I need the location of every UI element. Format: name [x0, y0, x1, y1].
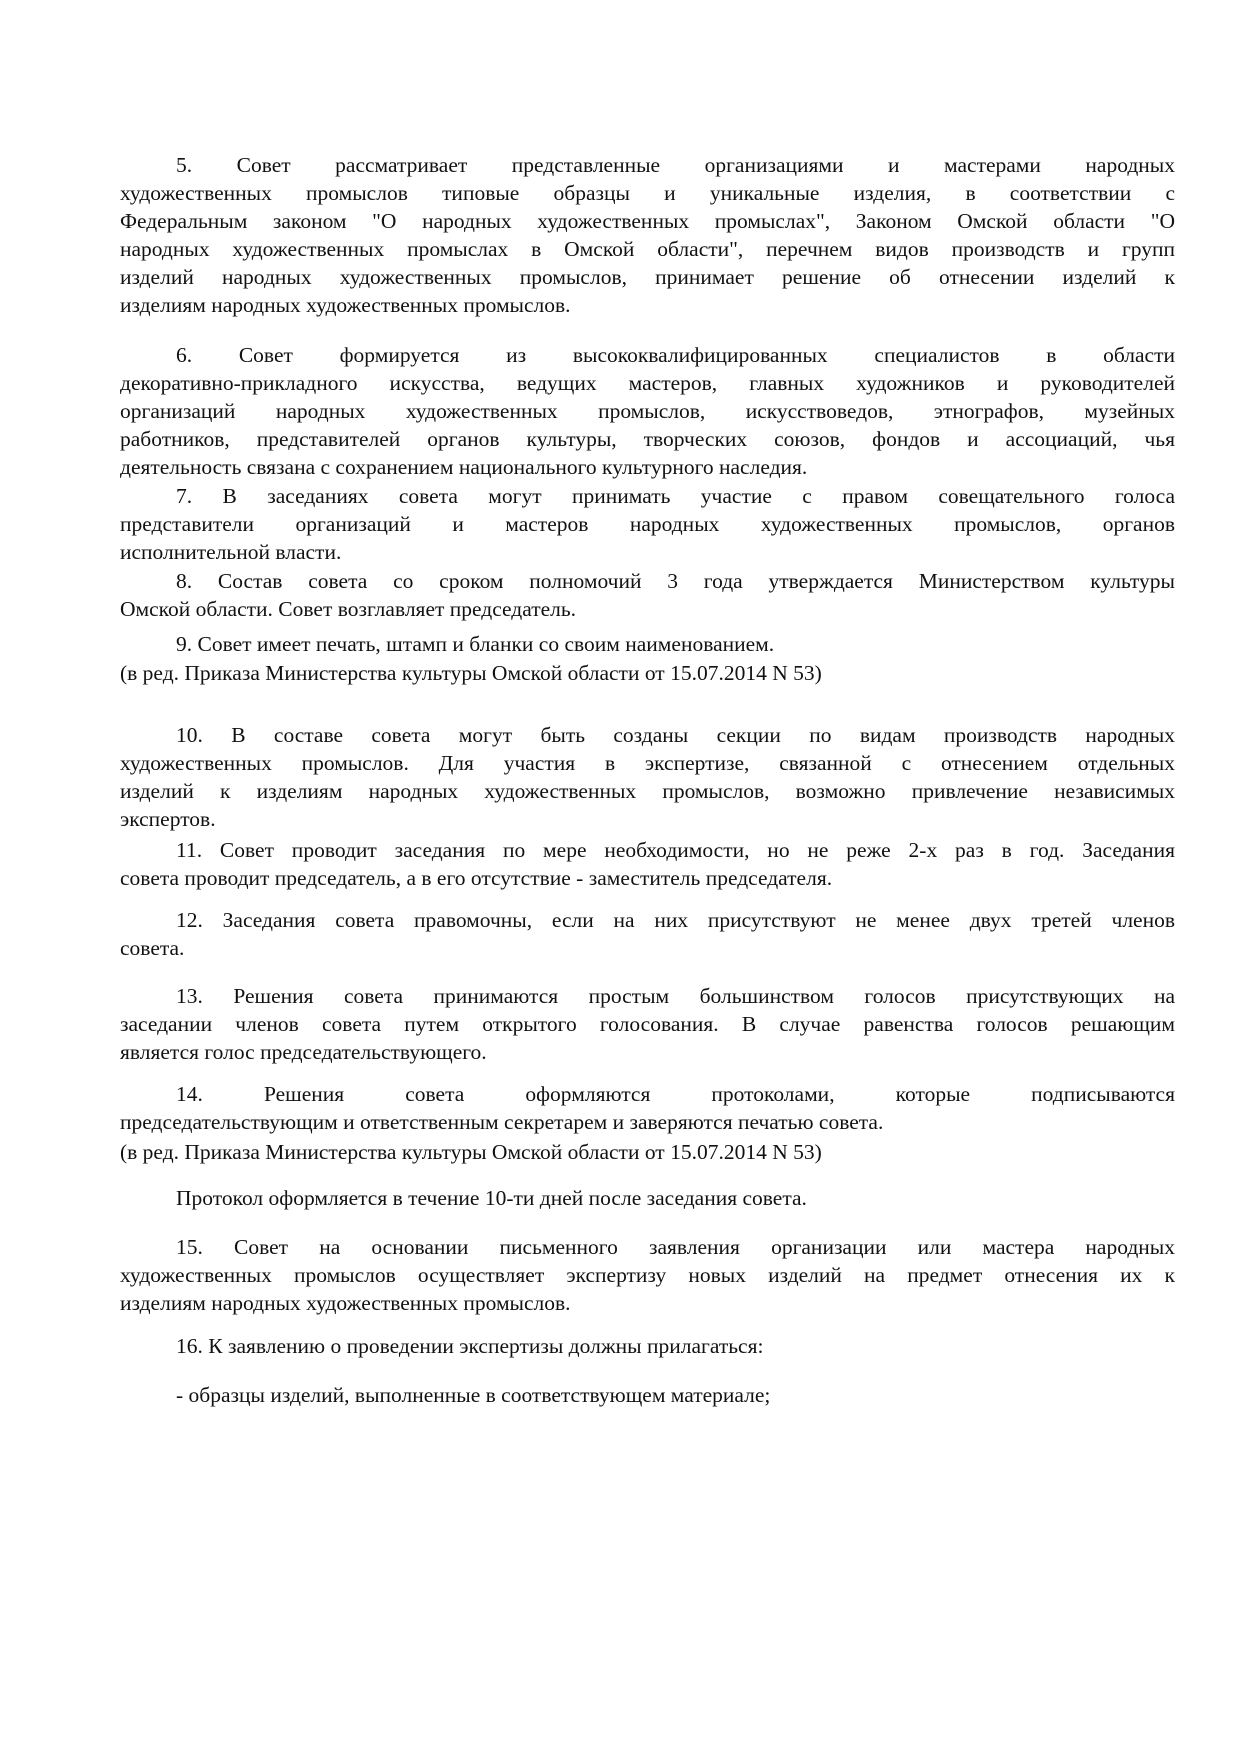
text-line: - образцы изделий, выполненные в соответствующем материале; [176, 1383, 771, 1407]
paragraph-p8 [120, 567, 1175, 623]
paragraph-p6 [120, 341, 1175, 481]
text-line: 9. Совет имеет печать, штамп и бланки со своим наименованием. [176, 632, 775, 656]
text-line: 6. Совет формируется из высококвалифицированных специалистов в области [176, 343, 1175, 367]
text-line: Протокол оформляется в течение 10-ти дней после заседания совета. [176, 1186, 807, 1210]
paragraph-p9 [120, 630, 1175, 658]
text-line: 16. К заявлению о проведении экспертизы должны прилагаться: [176, 1334, 764, 1358]
text-line: работников, представителей органов культуры, творческих союзов, фондов и ассоциаций, чья [120, 427, 1175, 451]
text-line: 10. В составе совета могут быть созданы секции по видам производств народных [176, 723, 1175, 747]
text-line: организаций народных художественных промыслов, искусствоведов, этнографов, музейных [120, 399, 1175, 423]
text-line: 11. Совет проводит заседания по мере необходимости, но не реже 2-х раз в год. Заседания [176, 838, 1175, 862]
text-line: Омской области. Совет возглавляет председатель. [120, 597, 577, 621]
paragraph-p10 [120, 721, 1175, 833]
text-line: является голос председательствующего. [120, 1040, 487, 1064]
text-line: Федеральным законом "О народных художественных промыслах", Законом Омской области "О [120, 209, 1175, 233]
paragraph-p15 [120, 1233, 1175, 1317]
text-line: декоративно-прикладного искусства, ведущих мастеров, главных художников и руководителей [120, 371, 1175, 395]
text-line: 14. Решения совета оформляются протоколами, которые подписываются [176, 1082, 1175, 1106]
paragraph-item1 [120, 1381, 1175, 1409]
text-line: деятельность связана с сохранением национального культурного наследия. [120, 455, 808, 479]
text-line: 7. В заседаниях совета могут принимать участие с правом совещательного голоса [176, 484, 1175, 508]
paragraph-p14note [120, 1138, 1175, 1166]
text-line: художественных промыслов. Для участия в экспертизе, связанной с отнесением отдельных [120, 751, 1175, 775]
text-line: изделиям народных художественных промыслов. [120, 1291, 571, 1315]
text-line: заседании членов совета путем открытого голосования. В случае равенства голосов решающим [120, 1012, 1175, 1036]
text-line: художественных промыслов осуществляет экспертизу новых изделий на предмет отнесения их к [120, 1263, 1175, 1287]
text-line: 5. Совет рассматривает представленные организациями и мастерами народных [176, 153, 1175, 177]
text-line: совета. [120, 936, 185, 960]
text-line: 8. Состав совета со сроком полномочий 3 года утверждается Министерством культуры [176, 569, 1175, 593]
paragraph-protocol [120, 1184, 1175, 1212]
paragraph-p16 [120, 1332, 1175, 1360]
text-line: (в ред. Приказа Министерства культуры Омской области от 15.07.2014 N 53) [120, 1140, 822, 1164]
text-line: 15. Совет на основании письменного заявления организации или мастера народных [176, 1235, 1175, 1259]
text-line: 13. Решения совета принимаются простым большинством голосов присутствующих на [176, 984, 1175, 1008]
paragraph-p7 [120, 482, 1175, 566]
text-line: народных художественных промыслах в Омской области", перечнем видов производств и групп [120, 237, 1175, 261]
paragraph-p12 [120, 906, 1175, 962]
paragraph-p14 [120, 1080, 1175, 1136]
text-line: художественных промыслов типовые образцы и уникальные изделия, в соответствии с [120, 181, 1175, 205]
text-line: изделий народных художественных промыслов, принимает решение об отнесении изделий к [120, 265, 1175, 289]
text-line: изделиям народных художественных промыслов. [120, 293, 571, 317]
text-line: представители организаций и мастеров народных художественных промыслов, органов [120, 512, 1175, 536]
text-line: председательствующим и ответственным секретарем и заверяются печатью совета. [120, 1110, 884, 1134]
paragraph-p9note [120, 659, 1175, 687]
text-line: экспертов. [120, 807, 216, 831]
text-line: 12. Заседания совета правомочны, если на них присутствуют не менее двух третей членов [176, 908, 1175, 932]
text-line: совета проводит председатель, а в его отсутствие - заместитель председателя. [120, 866, 833, 890]
paragraph-p11 [120, 836, 1175, 892]
text-line: изделий к изделиям народных художественных промыслов, возможно привлечение независимых [120, 779, 1175, 803]
text-line: исполнительной власти. [120, 540, 342, 564]
paragraph-p5 [120, 151, 1175, 319]
text-line: (в ред. Приказа Министерства культуры Омской области от 15.07.2014 N 53) [120, 661, 822, 685]
paragraph-p13 [120, 982, 1175, 1066]
